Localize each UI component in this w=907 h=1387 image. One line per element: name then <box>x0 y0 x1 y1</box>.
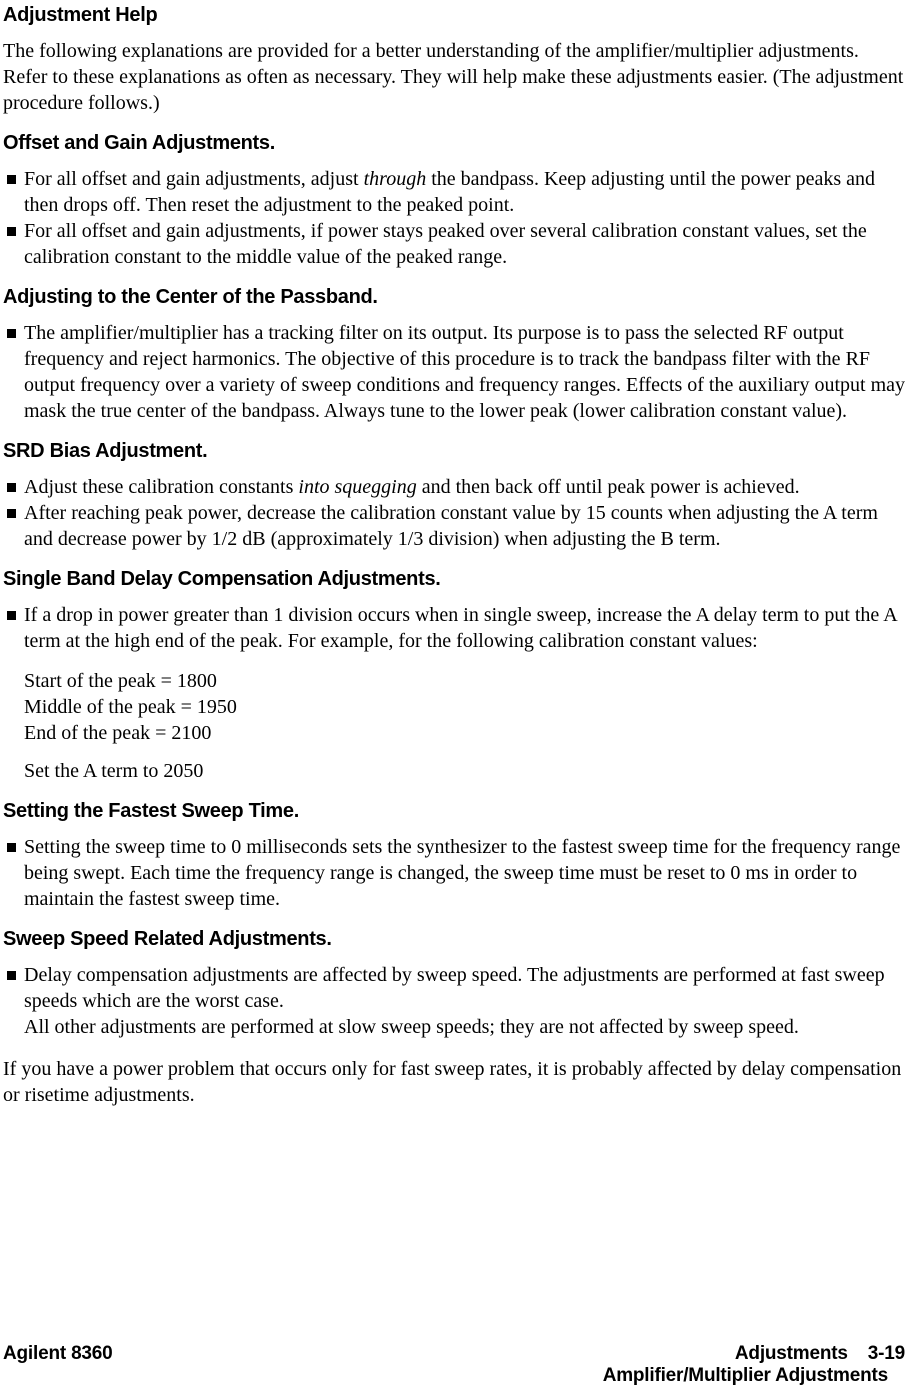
list-item <box>3 602 905 654</box>
set-a-term-line: Set the A term to 2050 <box>24 760 204 782</box>
bullet-list <box>3 602 905 654</box>
list-item-text <box>24 962 905 1040</box>
bullet-square-icon <box>7 611 16 620</box>
list-item <box>3 320 905 424</box>
section-center-of-passband <box>3 286 905 424</box>
section-single-band-delay <box>3 568 905 784</box>
list-item-text: For all offset and gain adjustments, if power stays peaked over several calibration constant values, set the calibration constant to the middle value of the peaked range. <box>24 220 867 268</box>
page-footer <box>3 1343 905 1387</box>
list-item-line: All other adjustments are performed at slow sweep speeds; they are not affected by sweep speed. <box>24 1016 799 1038</box>
list-item-text: Adjust these calibration constants into squegging and then back off until peak power is achieved. <box>24 476 800 498</box>
list-item-text: If a drop in power greater than 1 division occurs when in single sweep, increase the A delay term to put the A term at the high end of the peak. For example, for the following calibration constant values: <box>24 604 897 652</box>
page-title: Adjustment Help <box>3 4 158 26</box>
footer-chapter-title: Adjustments <box>734 1343 848 1364</box>
intro-paragraph: The following explanations are provided for a better understanding of the amplifier/multiplier adjustments. Refer to these explanations as often as necessary. They will help make these adjustments easier. (The adjustment procedure follows.) <box>3 40 904 114</box>
bullet-list <box>3 962 905 1040</box>
footer-chapter-info <box>603 1343 905 1387</box>
list-item <box>3 834 905 912</box>
footer-page-number: 3-19 <box>867 1343 905 1364</box>
section-heading: Setting the Fastest Sweep Time. <box>3 800 299 822</box>
section-srd-bias <box>3 440 905 552</box>
list-item-text: For all offset and gain adjustments, adjust through the bandpass. Keep adjusting until the power peaks and then drops off. Then reset the adjustment to the peaked point. <box>24 168 875 216</box>
bullet-list <box>3 166 905 270</box>
section-heading: Single Band Delay Compensation Adjustments. <box>3 568 441 590</box>
bullet-square-icon <box>7 175 16 184</box>
section-heading: Sweep Speed Related Adjustments. <box>3 928 332 950</box>
bullet-list <box>3 320 905 424</box>
bullet-square-icon <box>7 843 16 852</box>
bullet-square-icon <box>7 509 16 518</box>
section-heading: Adjusting to the Center of the Passband. <box>3 286 378 308</box>
bullet-square-icon <box>7 227 16 236</box>
list-item <box>3 166 905 218</box>
footer-product-name: Agilent 8360 <box>3 1343 113 1364</box>
list-item <box>3 500 905 552</box>
calibration-value-lines <box>24 668 905 746</box>
list-item <box>3 474 905 500</box>
section-offset-and-gain <box>3 132 905 270</box>
calibration-value-line: Start of the peak = 1800 <box>24 670 217 692</box>
calibration-value-line: Middle of the peak = 1950 <box>24 696 237 718</box>
section-sweep-speed-related <box>3 928 905 1040</box>
bullet-square-icon <box>7 483 16 492</box>
footer-section-title: Amplifier/Multiplier Adjustments <box>602 1365 888 1386</box>
bullet-square-icon <box>7 329 16 338</box>
closing-paragraph: If you have a power problem that occurs only for fast sweep rates, it is probably affected by delay compensation or risetime adjustments. <box>3 1058 902 1106</box>
list-item-line: Delay compensation adjustments are affected by sweep speed. The adjustments are performed at fast sweep speeds which are the worst case. <box>24 964 885 1012</box>
list-item <box>3 962 905 1040</box>
bullet-square-icon <box>7 971 16 980</box>
list-item-text: Setting the sweep time to 0 milliseconds sets the synthesizer to the fastest sweep time for the frequency range being swept. Each time the frequency range is changed, the sweep time must be reset to 0 ms in order to maintain the fastest sweep time. <box>24 836 901 910</box>
section-heading: Offset and Gain Adjustments. <box>3 132 276 154</box>
footer-chapter-line <box>603 1343 905 1365</box>
list-item-text: After reaching peak power, decrease the calibration constant value by 15 counts when adjusting the A term and decrease power by 1/2 dB (approximately 1/3 division) when adjusting the B term. <box>24 502 878 550</box>
calibration-value-line: End of the peak = 2100 <box>24 722 212 744</box>
bullet-list <box>3 474 905 552</box>
section-fastest-sweep-time <box>3 800 905 912</box>
section-heading: SRD Bias Adjustment. <box>3 440 208 462</box>
list-item <box>3 218 905 270</box>
bullet-list <box>3 834 905 912</box>
list-item-text: The amplifier/multiplier has a tracking filter on its output. Its purpose is to pass the selected RF output frequency and reject harmonics. The objective of this procedure is to track the bandpass filter with the RF output frequency over a variety of sweep conditions and frequency ranges. Effects of the auxiliary output may mask the true center of the bandpass. Always tune to the lower peak (lower calibration constant value). <box>24 322 905 422</box>
